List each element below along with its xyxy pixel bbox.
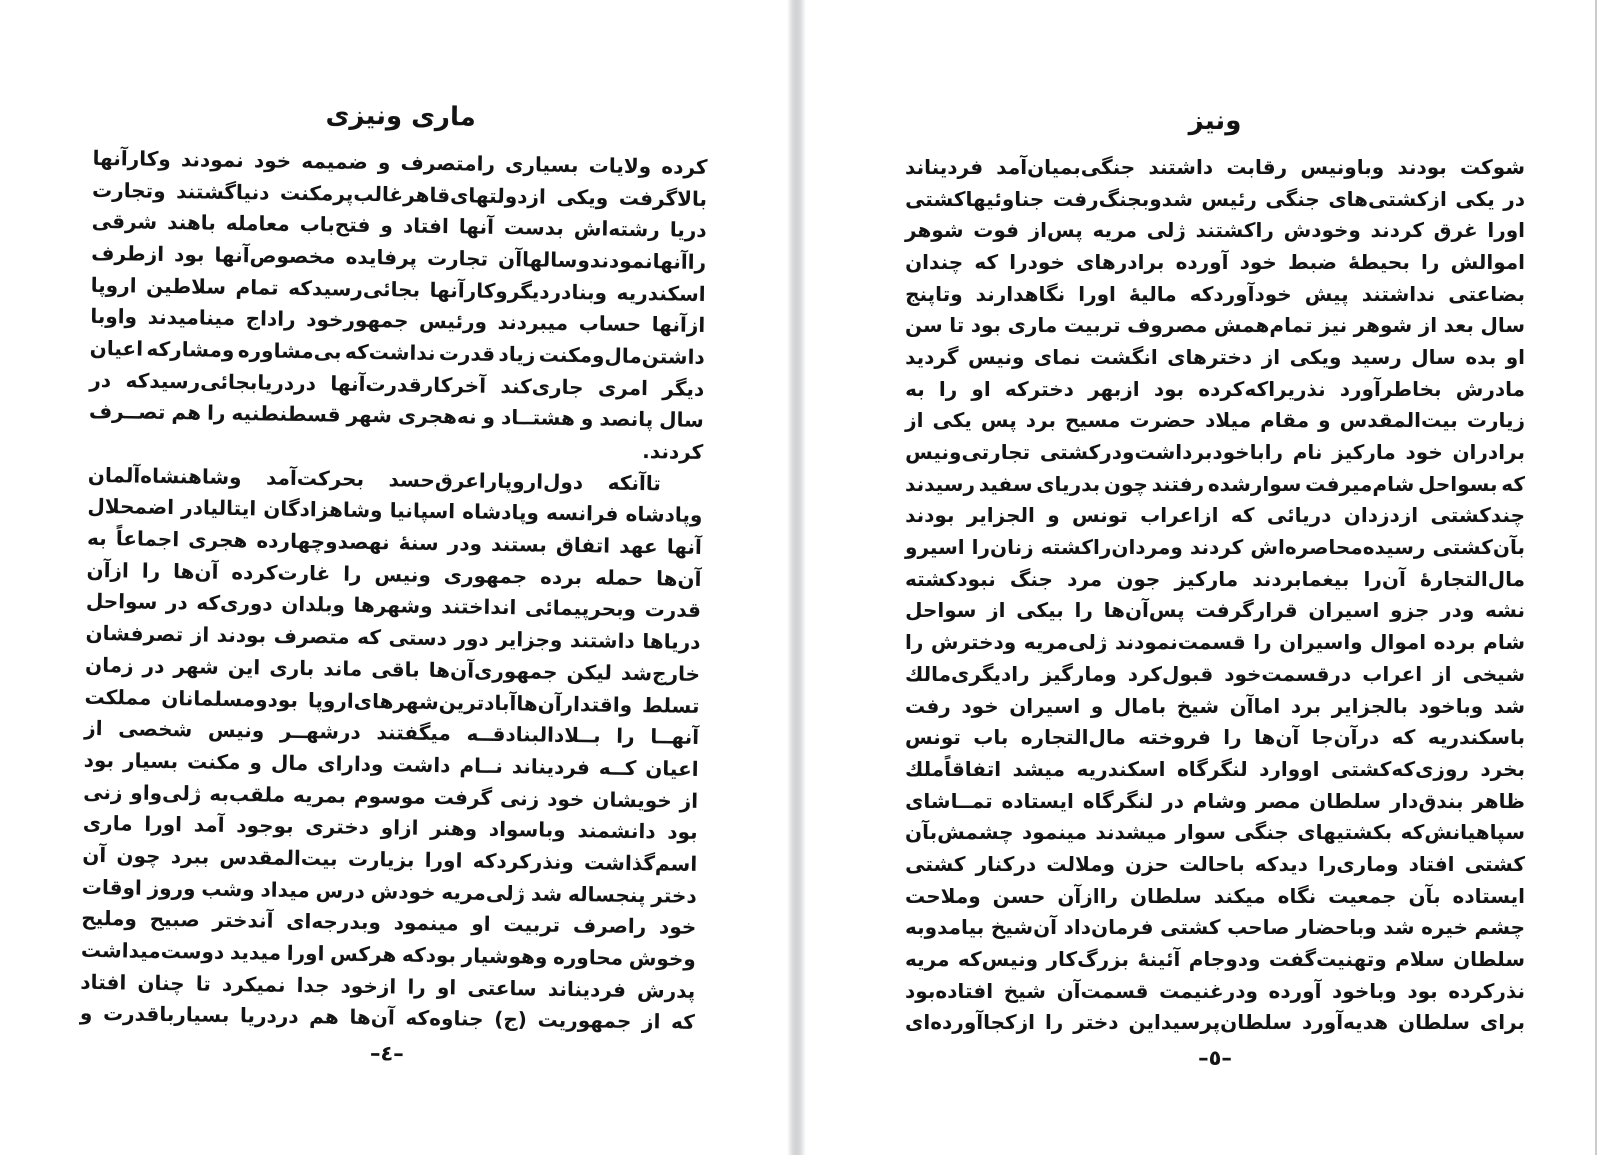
text-line: نشه ودر جزو اسیران قرارگرفت پس‌آن‌ها را بیکی از سواحل: [905, 598, 1525, 623]
text-line: سال پانصد و هشتــاد و نه‌هجری شهر قسطنطنیه را هم تصــرف: [88, 399, 704, 433]
text-line: بضاعتی نداشتند پیش خودآوردکه مالیهٔ اورا نگاهدارند وتاپنج: [905, 281, 1525, 306]
text-line: چندکشتی ازدزدان دریائی که ازاعراب تونس و الجزایر بودند: [905, 503, 1525, 528]
text-line: اعیان کــه فردیناند نــام داشت ودارای مال و مکنت بسیار بود: [83, 747, 699, 781]
right-page-title: ونیز: [1188, 106, 1242, 136]
text-line: او بده سال رسید ویکی از دخترهای انگشت نمای ونیس گردید: [905, 344, 1525, 369]
text-line: که بسواحل شام‌میرفت سوارشده رفتند چون بدریای سفید رسیدند: [905, 471, 1525, 496]
text-line: کشتی افتاد وماری‌را دیدکه باحالت حزن وملالت درکنار کشتی: [905, 851, 1525, 876]
text-line: خود راصرف تربیت او مینمود وبدرجه‌ای آندختر صبیح وملیح: [81, 906, 697, 940]
text-line: دریاها داشتند وجزایر دور دستی که متصرف بودند از تصرفشان: [85, 620, 701, 655]
text-line: شد وباخود بالجزایر برد اماآن شیخ بامال و اسیران خود رفت: [905, 693, 1525, 718]
text-line: آن‌ها حمله برده جمهوری ونیس را غارت‌کرده آن‌ها را ازآن: [86, 557, 702, 591]
right-page: [905, 0, 1525, 1120]
text-line: آنها عهد اتفاق بستند ودر سنهٔ نهصدوچهارده هجری اجماعاً به: [86, 525, 703, 560]
text-line: مادرش بخاطرآورد نذریراکه‌کرده بود ازبهر دخترکه او را به: [905, 376, 1525, 401]
text-line: ظاهر بندق‌دار سلطان مصر وشام در لنگرگاه ایستاده تمــاشای: [905, 788, 1525, 813]
text-line: آنهــا را بــلادالبنادقــه میگفتند درشهــر ونیس شخصی از: [84, 716, 700, 750]
text-line: سلطان سلام وتهنیت‌گفت ودوجام آئینهٔ بزرگ‌کار ونیس‌که مریه: [905, 947, 1525, 972]
text-line: شام برده اموال واسیران را قسمت‌نمودند ژلی‌مریه ودخترش را: [905, 630, 1525, 655]
left-page: [78, 0, 710, 1120]
page-gutter-divider: [787, 0, 806, 1155]
text-line: کرده ولایات بسیاری رامتصرف و ضمیمه خود نمودند وکارآنها: [92, 145, 708, 179]
text-line: بود دانشمند وباسواد وهنر ازاو دختری بوجود آمد اورا ماری: [82, 811, 698, 845]
left-page-number: –٤–: [369, 1041, 404, 1066]
text-line: در یکی ازکشتی‌های جنگی رئیس شدوبجنگ‌رفت جناوئیهاکشتی: [905, 186, 1525, 211]
text-line: داشتن‌مال‌ومکنت زیاد قدرت نداشت‌که بی‌مشاوره ومشارکه اعیان: [89, 335, 705, 369]
page-edge-line: [1595, 0, 1597, 1155]
right-page-number: –٥–: [1198, 1046, 1232, 1070]
text-line: اموالش را بحیطهٔ ضبط خود آورده برادرهای خودرا که چندان: [905, 249, 1525, 274]
text-line: کردند .: [642, 439, 704, 464]
text-line: راآنهانمودندوسالهاآن تجارت پرفایده مخصوص‌آنها بود ازطرف: [91, 240, 707, 274]
text-line: اورا غرق کردند وخودش راکشتند ژلی مریه پس‌از فوت شوهر: [905, 218, 1525, 243]
text-line: قدرت وبحرپیمائی انداختند وشهرها وبلدان دوری‌که در سواحل: [85, 589, 702, 623]
text-line: خارج‌شد لیکن جمهوری‌آن‌ها باقی ماند باری این شهر در زمان: [84, 652, 701, 686]
text-line: شیخی از اعراب درقسمت‌خود قبول‌کرد ومارگیز رادیگری‌مالك: [905, 661, 1525, 686]
text-line: برای سلطان هدیه‌آورد سلطان‌پرسیداین دختر را ازکجاآورده‌ای: [905, 1010, 1525, 1035]
text-line: چشم خیره شد وباحضار صاحب کشتی فرمان‌داد آن‌شیخ بیامدوبه: [905, 915, 1525, 940]
text-line: که از جمهوریت (ج) جناوه‌که آن‌ها هم دردریا بسیارباقدرت و: [79, 1001, 696, 1035]
text-line: نذرکرده بود وباخود آورده ودرغنیمت قسمت‌آن شیخ افتاده‌بود: [905, 978, 1525, 1003]
text-line: باسکندریه که درآن‌جا آن‌ها را فروخته مال‌التجاره باب تونس: [905, 725, 1525, 750]
text-line: از خویشان خود زنی گرفت موسوم بمریه ملقب‌به ژلی‌واو زنی: [83, 779, 699, 813]
text-line: اسم‌گذاشت ونذرکردکه اورا بزیارت بیت‌المقدس ببرد چون آن: [82, 842, 698, 876]
text-line: دریا رشته‌اش بدست آنها افتاد و فتح‌باب معامله باهند شرقی: [91, 209, 707, 243]
text-line: وپادشاه فرانسه وپادشاه اسپانیا وشاهزادگان ایتالیادر اضمحلال: [87, 494, 703, 528]
text-line: سال بعد از شوهر نیز تمام‌همش مصروف تربیت ماری بود تا سن: [905, 313, 1525, 338]
text-line: بخرد روزی‌که‌کشتی اووارد لنگرگاه اسکندریه میشد اتفاقاً‌ملك: [905, 756, 1525, 781]
text-line: ازآنها حساب میبردند ورئیس جمهورخود راداج مینامیدند واوبا: [90, 304, 706, 338]
text-line: اسکندریه وبنادردیگروکارآنها بجائی‌رسیدکه تمام سلاطین اروپا: [90, 272, 706, 306]
text-line: بآن‌کشتی رسیده‌محاصره‌اش کردند ومردان‌راکشته زنان‌را اسیرو: [905, 535, 1525, 560]
text-line: دختر پنجساله شد ژلی‌مریه خودش درس میداد وشب وروز اوقات: [81, 874, 697, 908]
left-page-title: ماری ونیزی: [325, 100, 477, 133]
text-line: زیارت بیت‌المقدس و مقام میلاد حضرت مسیح برد پس یکی از: [905, 408, 1525, 433]
text-line: سپاهیانش‌که بکشتیهای جنگی سوار میشدند مینمود چشمش‌بآن: [905, 820, 1525, 845]
text-line: بالاگرفت ویکی ازدولتهای‌قاهرغالب‌پرمکنت دنیاگشتند وتجارت: [91, 177, 708, 211]
text-line: تسلط واقتدارآن‌هاآبادترین‌شهرهای‌اروپا بودومسلمانان مملکت: [84, 684, 700, 718]
left-page-body: [80, 142, 708, 1038]
text-line: تاآنکه دول‌اروپاراعرق‌حسد بحرکت‌آمد وشاهنشاه‌آلمان: [87, 462, 662, 496]
text-line: پدرش فردیناند ساعتی او را ازخود جدا نمیکرد تا چنان افتاد: [80, 969, 696, 1003]
right-page-body: [905, 151, 1525, 1038]
text-line: ایستاده بآن جمعیت نگاه میکند سلطان راازآن حسن وملاحت: [905, 883, 1525, 908]
text-line: برادران خود مارکیز نام راباخودبرداشت‌ودرکشتی تجارتی‌ونیس: [905, 440, 1525, 465]
text-line: شوکت بودند وباونیس رقابت داشتند جنگی‌بمیان‌آمد فردیناند: [905, 154, 1525, 179]
text-line: وخوش محاوره وهوشیار بودکه هرکس اورا میدید دوست‌میداشت: [80, 937, 696, 971]
text-line: مال‌التجارهٔ آن‌را بیغمابردند مارکیز جون مرد جنگ نبودکشته: [905, 566, 1525, 591]
text-line: دیگر امری جاری‌کند آخرکارقدرت‌آنها دردریابجائی‌رسیدکه در: [89, 367, 705, 401]
